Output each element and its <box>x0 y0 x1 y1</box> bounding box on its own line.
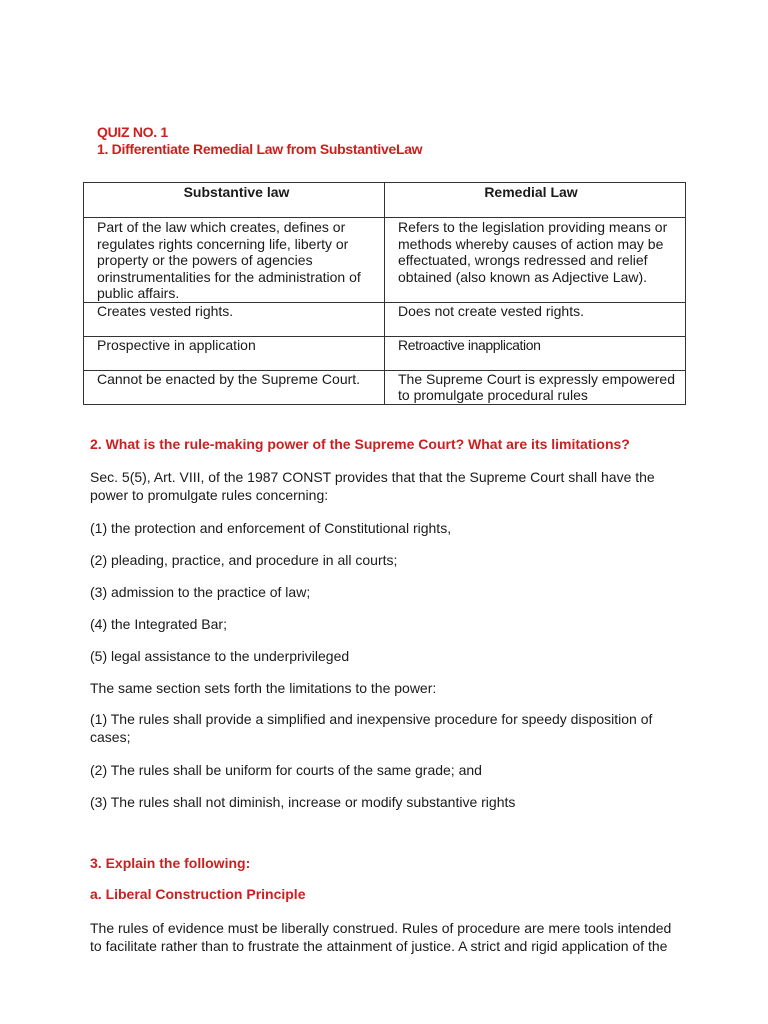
paragraph: (1) the protection and enforcement of Constitutional rights, <box>90 520 452 536</box>
table-cell: Prospective in application <box>84 336 385 370</box>
table-row <box>84 336 686 370</box>
table-cell: Cannot be enacted by the Supreme Court. <box>84 370 385 404</box>
table-cell <box>385 218 686 303</box>
paragraph: (1) The rules shall provide a simplified and inexpensive procedure for speedy disposition of cases; <box>90 711 653 745</box>
question-3: 3. Explain the following: <box>90 855 251 871</box>
question-3a: a. Liberal Construction Principle <box>90 886 306 902</box>
table-cell: Creates vested rights. <box>84 302 385 336</box>
paragraph: (3) The rules shall not diminish, increase or modify substantive rights <box>90 794 516 810</box>
paragraph: The rules of evidence must be liberally construed. Rules of procedure are mere tools intended to facilitate rather than to frustrate the attainment of justice. A strict and rigid application of the <box>90 920 672 954</box>
table-cell: Does not create vested rights. <box>385 302 686 336</box>
table-header-substantive: Substantive law <box>84 183 385 218</box>
paragraph: (2) pleading, practice, and procedure in all courts; <box>90 552 398 568</box>
table-cell <box>84 218 385 303</box>
quiz-title: QUIZ NO. 1 <box>97 124 168 140</box>
table-cell: Retroactive inapplication <box>385 336 686 370</box>
question-2: 2. What is the rule-making power of the Supreme Court? What are its limitations? <box>90 436 630 452</box>
table-row <box>84 370 686 404</box>
table-row <box>84 218 686 303</box>
comparison-table <box>83 182 686 405</box>
paragraph: (3) admission to the practice of law; <box>90 584 311 600</box>
table-header-remedial: Remedial Law <box>385 183 686 218</box>
table-cell: The Supreme Court is expressly empowered to promulgate procedural rules <box>385 370 686 404</box>
cell-text: Refers to the legislation providing means or methods whereby causes of action may be effectuated, wrongs redressed and relief obtained (also known as Adjective Law). <box>398 219 668 285</box>
paragraph: (2) The rules shall be uniform for courts of the same grade; and <box>90 762 482 778</box>
paragraph: (4) the Integrated Bar; <box>90 616 227 632</box>
paragraph: (5) legal assistance to the underprivileged <box>90 648 350 664</box>
table-header-row <box>84 183 686 218</box>
paragraph: The same section sets forth the limitations to the power: <box>90 680 437 696</box>
paragraph: Sec. 5(5), Art. VIII, of the 1987 CONST provides that that the Supreme Court shall have the power to promulgate rules concerning: <box>90 469 655 503</box>
cell-text: Part of the law which creates, defines or regulates rights concerning life, liberty or property or the powers of agencies orinstrumentalities for the administration of public affairs. <box>97 219 361 301</box>
question-1: 1. Differentiate Remedial Law from SubstantiveLaw <box>97 141 423 157</box>
table-row <box>84 302 686 336</box>
